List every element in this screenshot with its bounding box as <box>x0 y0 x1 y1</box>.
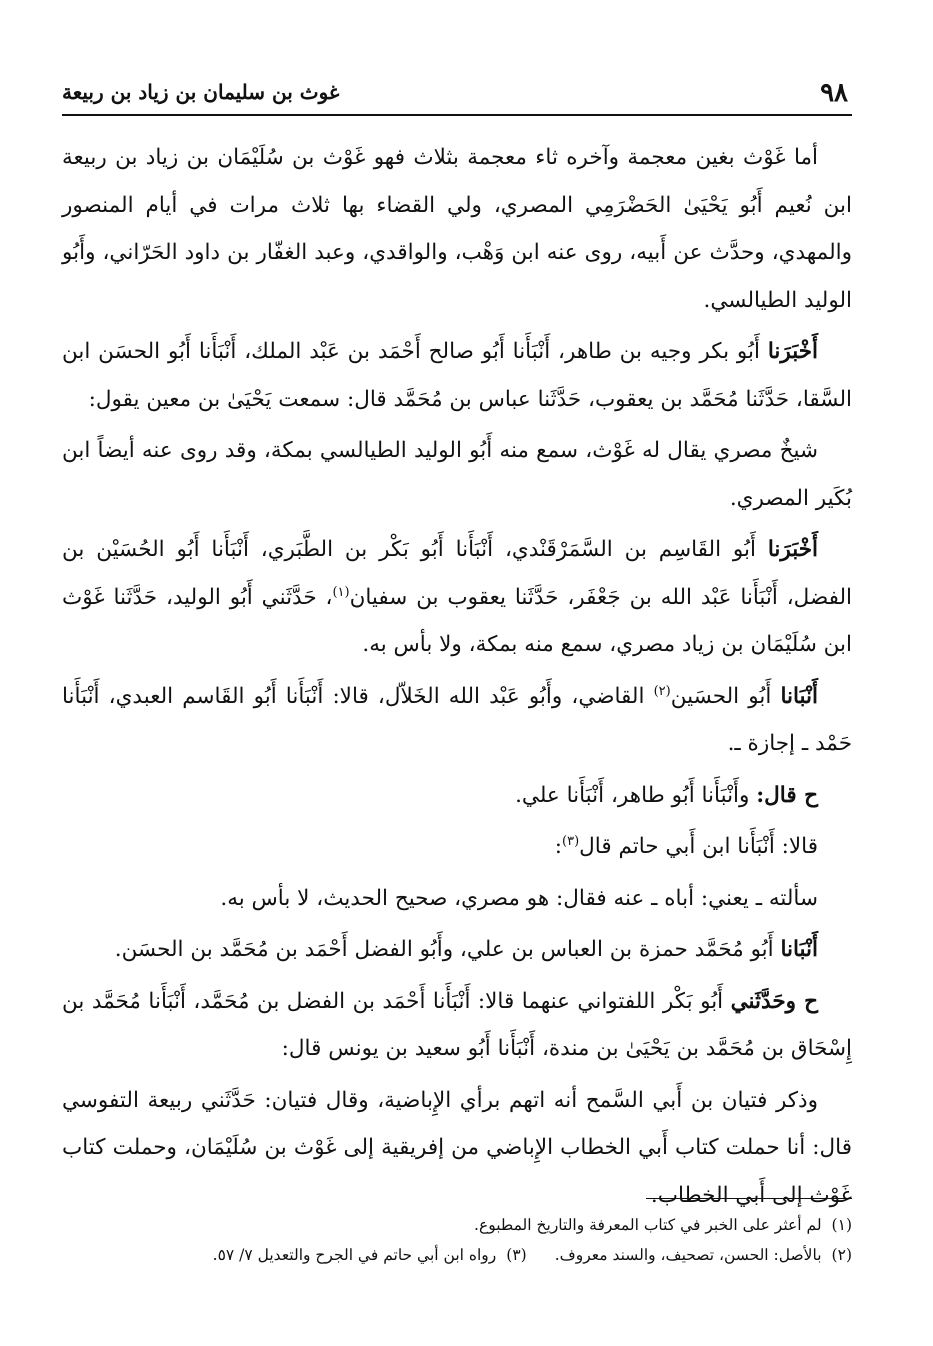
paragraph <box>62 526 852 669</box>
paragraph <box>62 978 852 1073</box>
footnote-reference: (١) <box>332 584 350 600</box>
footnote-reference: (٢) <box>653 683 671 699</box>
text-run: القاضي، وأَبُو عَبْد الله الخَلاّل، قالا: أَنْبَأَنا أَبُو القَاسم العبدي، أَنْبَأَنا حَمْد ـ إجازة ـ. <box>62 683 852 756</box>
text-run: وذكر فتيان بن أَبي السَّمح أنه اتهم برأي الإِباضية، وقال فتيان: حَدَّثَني ربيعة التفوسي قال: أنا حملت كتاب أَبي الخطاب الإِباضي من إفريقية إلى غَوْث بن سُلَيْمَان، وحملت كتاب غَوْث إلى أَبي الخطاب. <box>62 1087 852 1208</box>
transmission-keyword: ح قال: <box>756 782 818 808</box>
transmission-keyword: ح وحَدَّثَني <box>730 988 819 1014</box>
text-run: أَبُو الحسَين <box>670 683 781 709</box>
footnote-text: لم أعثر على الخبر في كتاب المعرفة والتاريخ المطبوع. <box>474 1216 822 1234</box>
paragraph <box>62 427 852 522</box>
footnote-number: (٣) <box>506 1246 527 1264</box>
text-run: قالا: أَنْبَأَنا ابن أَبي حاتم قال <box>579 834 818 859</box>
transmission-keyword: أَنْبَانا <box>780 683 818 709</box>
paragraph <box>62 875 852 923</box>
paragraph <box>62 772 852 820</box>
text-run: أَبُو بَكْر اللفتواني عنهما قالا: أَنْبَأَنا أَحْمَد بن الفضل بن مُحَمَّد، أَنْبَأَنا مُحَمَّد بن إِسْحَاق بن مُحَمَّد بن يَحْيَىٰ بن مندة، أَنْبَأَنا أَبُو سعيد بن يونس قال: <box>62 988 852 1061</box>
paragraph <box>62 134 852 324</box>
book-page <box>62 70 852 1310</box>
page-number: ٩٨ <box>820 78 848 108</box>
footnote-text: رواه ابن أبي حاتم في الجرح والتعديل ٧/ ٥٧. <box>212 1246 497 1264</box>
running-title: غوث بن سليمان بن زياد بن ربيعة <box>62 80 340 104</box>
text-run: ، حَدَّثَني أَبُو الوليد، حَدَّثَنا غَوْث ابن سُلَيْمَان بن زياد مصري، سمع منه بمكة، ولا بأس به. <box>62 584 852 657</box>
text-run: أَبُو بكر وجيه بن طاهر، أَنْبَأَنا أَبُو صالح أَحْمَد بن عَبْد الملك، أَنْبَأَنا أَبُو الحسَن ابن السَّقا، حَدَّثَنا مُحَمَّد بن يعقوب، حَدَّثَنا عباس بن مُحَمَّد قال: سمعت يَحْيَىٰ بن معين يقول: <box>62 339 852 412</box>
text-run: أما غَوْث بغين معجمة وآخره ثاء معجمة بثلاث فهو غَوْث بن سُلَيْمَان بن زياد بن ربيعة ابن نُعيم أَبُو يَحْيَىٰ الحَضْرَمِي المصري، ولي القضاء بها ثلاث مرات في أيام المنصور والمهدي، وحدَّث عن أَبيه، روى عنه ابن وَهْب، والواقدي، وعبد الغفّار بن داود الحَرّاني، وأَبُو الوليد الطيالسي. <box>62 145 852 313</box>
text-run: : <box>554 834 563 859</box>
footnote-reference: (٣) <box>562 833 580 849</box>
page-header <box>62 70 852 116</box>
text-run: أَبُو القَاسِم بن السَّمَرْقَنْدي، أَنْبَأَنا أَبُو بَكْر بن الطَّبَري، أَنْبَأَنا أَبُو الحُسَيْن بن الفضل، أَنْبَأَنا عَبْد الله بن جَعْفَر، حَدَّثَنا يعقوب بن سفيان <box>62 537 852 610</box>
transmission-keyword: أَنْبَانا <box>780 937 818 962</box>
footnote-text: بالأصل: الحسن، تصحيف، والسند معروف. <box>554 1246 822 1264</box>
text-run: أَبُو مُحَمَّد حمزة بن العباس بن علي، وأَبُو الفضل أَحْمَد بن مُحَمَّد بن الحسَن. <box>114 937 781 962</box>
paragraph <box>62 823 852 871</box>
text-run: شيخٌ مصري يقال له غَوْث، سمع منه أَبُو الوليد الطيالسي بمكة، وقد روى عنه أيضاً ابن بُكَير المصري. <box>62 438 852 511</box>
paragraph <box>62 926 852 974</box>
paragraph <box>62 328 852 423</box>
text-run: وأَنْبَأَنا أَبُو طاهر، أَنْبَأَنا علي. <box>515 782 757 808</box>
footnote-number: (٢) <box>831 1246 852 1264</box>
footnote-divider <box>646 1198 852 1199</box>
text-run: سألته ـ يعني: أباه ـ عنه فقال: هو مصري، صحيح الحديث، لا بأس به. <box>220 885 818 911</box>
transmission-keyword: أَخْبَرَنا <box>767 339 818 364</box>
footnote-2-3 <box>62 1240 852 1270</box>
transmission-keyword: أَخْبَرَنا <box>767 537 818 562</box>
footnotes <box>62 1210 852 1270</box>
body-text <box>62 134 852 1219</box>
footnote-number: (١) <box>831 1216 852 1234</box>
paragraph <box>62 673 852 768</box>
footnote-1 <box>62 1210 852 1240</box>
